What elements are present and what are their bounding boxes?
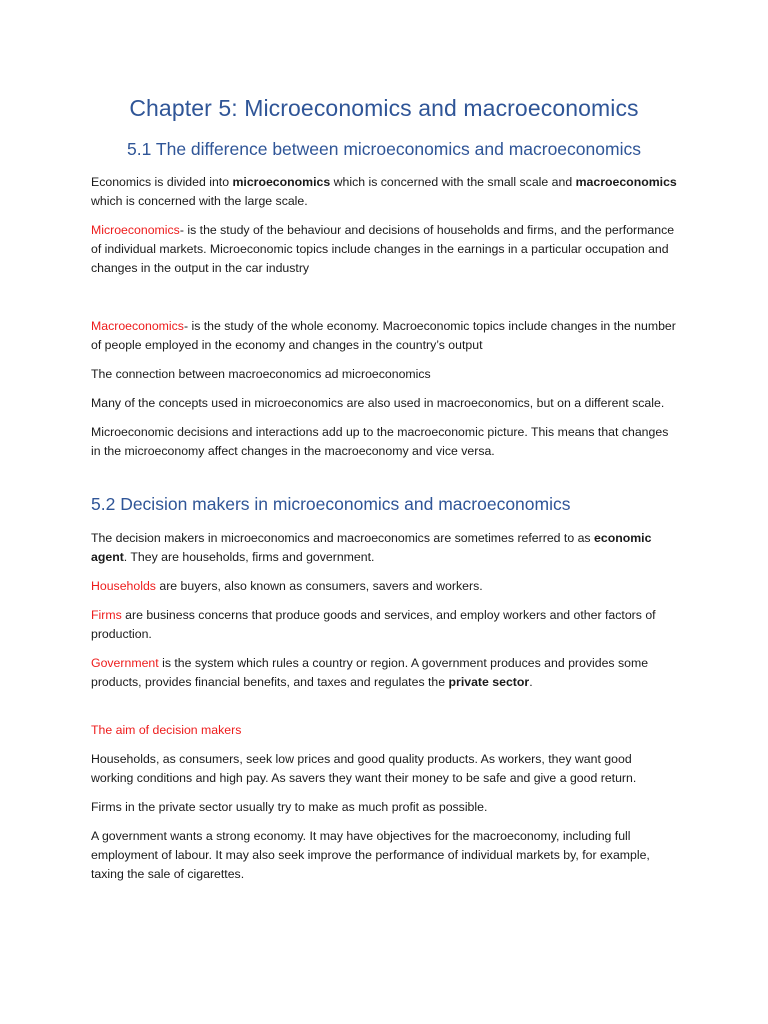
firms-paragraph: [91, 606, 677, 644]
macroeconomics-text: - is the study of the whole economy. Macroeconomic topics include changes in the number of people employed in the economy and changes in the country’s output: [91, 319, 676, 352]
government-term: Government: [91, 656, 159, 670]
intro-text-1: Economics is divided into: [91, 175, 233, 189]
intro-bold-micro: microeconomics: [232, 175, 331, 189]
concepts-paragraph: Many of the concepts used in microeconomics are also used in macroeconomics, but on a different scale.: [91, 396, 665, 410]
intro-text-2: which is concerned with the small scale and: [330, 175, 576, 189]
section-2-heading: 5.2 Decision makers in microeconomics and macroeconomics: [91, 494, 571, 514]
government-paragraph: [91, 654, 677, 692]
firms-term: Firms: [91, 608, 122, 622]
aim-government-paragraph: A government wants a strong economy. It may have objectives for the macroeconomy, including full employment of labour. It may also seek improve the performance of individual markets by, for example, taxing the sale of cigarettes.: [91, 829, 650, 881]
households-term: Households: [91, 579, 156, 593]
section-1-heading: 5.1 The difference between microeconomics and macroeconomics: [127, 139, 641, 159]
agents-text-1: The decision makers in microeconomics and macroeconomics are sometimes referred to as: [91, 531, 595, 545]
macroeconomics-definition: [91, 317, 677, 355]
households-text: are buyers, also known as consumers, savers and workers.: [155, 579, 483, 593]
chapter-title: Chapter 5: Microeconomics and macroeconomics: [129, 95, 639, 121]
microeconomics-term: Microeconomics: [91, 223, 180, 237]
microeconomics-text: - is the study of the behaviour and decisions of households and firms, and the performance of individual markets. Microeconomic topics include changes in the earnings in a particular occupation and changes in the output in the car industry: [91, 223, 675, 275]
economic-agent-bold: economic agent: [91, 531, 652, 564]
microeconomics-definition: [91, 221, 677, 278]
firms-text: are business concerns that produce goods and services, and employ workers and other factors of production.: [91, 608, 656, 641]
private-sector-bold: private sector: [448, 675, 530, 689]
section-1-intro-paragraph: [91, 173, 677, 211]
aim-households-paragraph: Households, as consumers, seek low prices and good quality products. As workers, they want good working conditions and high pay. As savers they want their money to be safe and give a good return.: [91, 752, 637, 785]
intro-bold-macro: macroeconomics: [575, 175, 677, 189]
macroeconomics-term: Macroeconomics: [91, 319, 184, 333]
connection-paragraph: The connection between macroeconomics ad microeconomics: [91, 367, 431, 381]
government-text: is the system which rules a country or region. A government produces and provides some products, provides financial benefits, and taxes and regulates the: [91, 656, 649, 689]
decisions-paragraph: Microeconomic decisions and interactions add up to the macroeconomic picture. This means that changes in the microeconomy affect changes in the macroeconomy and vice versa.: [91, 425, 669, 458]
section-2-intro-paragraph: [91, 529, 677, 567]
aim-subheading: The aim of decision makers: [91, 723, 242, 737]
aim-firms-paragraph: Firms in the private sector usually try to make as much profit as possible.: [91, 800, 488, 814]
agents-text-2: . They are households, firms and government.: [123, 550, 375, 564]
government-end: .: [529, 675, 533, 689]
households-paragraph: [91, 577, 677, 596]
intro-text-3: which is concerned with the large scale.: [91, 194, 308, 208]
